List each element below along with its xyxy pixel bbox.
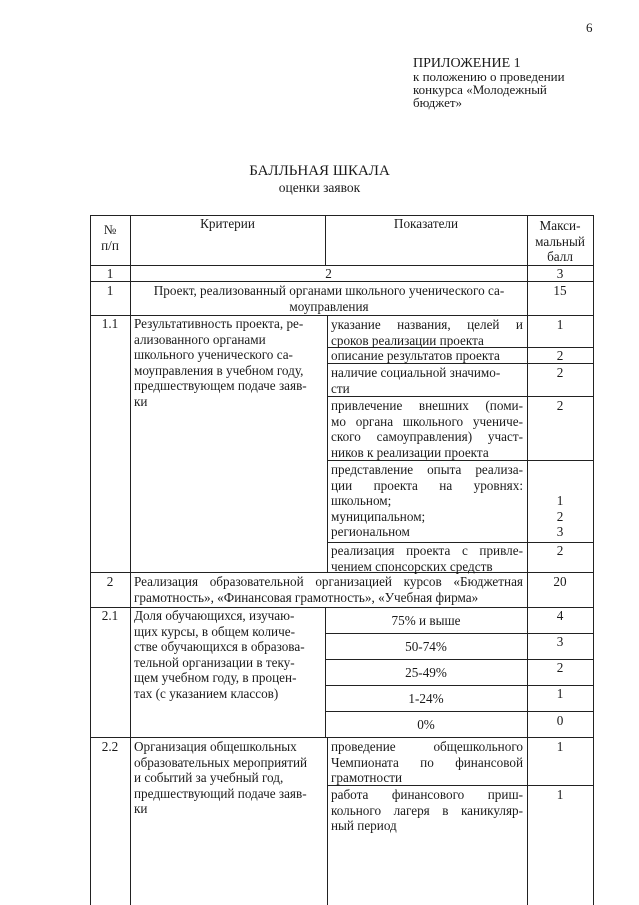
criteria-line: моуправления в учебном году,	[134, 362, 304, 378]
header-indicators: Показатели	[393, 216, 459, 231]
level-score: 1	[556, 686, 564, 701]
header-num-line: п/п	[101, 237, 119, 253]
header-max-line: мальный	[535, 233, 585, 249]
level-score: 3	[556, 634, 564, 649]
row-text-line: грамотность», «Финансовая грамотность», «Учебная фирма»	[134, 589, 479, 605]
level-label: 50-74%	[405, 639, 447, 654]
indicator-line: муниципальном;	[331, 508, 426, 524]
indicator-line: Чемпионата по финансовой	[331, 754, 523, 770]
indicator-text	[331, 462, 523, 540]
indicator-line: школьном;	[331, 493, 392, 508]
row-text	[134, 574, 523, 605]
level-score: 2	[556, 508, 564, 524]
level-score: 0	[556, 713, 564, 728]
criteria-line: щих курсы, в общем количе-	[134, 623, 295, 639]
indicator-score: 2	[556, 348, 564, 363]
row-num: 1	[106, 283, 114, 298]
criteria-line: Результативность проекта, ре-	[134, 316, 304, 331]
appendix-line: конкурса «Молодежный	[413, 82, 547, 97]
criteria-line: предшествующий подаче заяв-	[134, 785, 307, 801]
indicator-text	[331, 348, 523, 364]
indicator-line: наличие социальной значимо-	[331, 365, 501, 380]
indicator-line: ников к реализации проекта	[331, 444, 489, 460]
row-text-line: Проект, реализованный органами школьного ученического са-	[153, 283, 505, 298]
row-text-line: Реализация образовательной организацией курсов «Бюджетная	[134, 574, 523, 589]
header-criteria: Критерии	[200, 216, 255, 231]
indicator-line: сроков реализации проекта	[331, 332, 484, 348]
level-score: 1	[556, 493, 564, 508]
criteria-line: ки	[134, 393, 148, 409]
criteria-line: щем учебном году, в процен-	[134, 670, 297, 685]
level-score: 3	[556, 524, 564, 539]
criteria-line: предшествующем подаче заяв-	[134, 378, 307, 393]
level-label: 25-49%	[405, 665, 447, 680]
indicator-line: сти	[331, 380, 350, 396]
header-num	[90, 222, 130, 253]
indicator-line: проведение общешкольного	[331, 739, 523, 754]
row-num: 2.1	[101, 608, 119, 623]
appendix-line: к положению о проведении	[413, 69, 565, 84]
indicator-score: 2	[556, 543, 564, 558]
level-label: 75% и выше	[391, 613, 461, 628]
header-max-score	[527, 218, 593, 265]
indicator-line: ского самоуправления) участ-	[331, 429, 523, 444]
row-num: 2	[106, 574, 114, 589]
document-heading	[0, 163, 639, 196]
criteria-line: тах (с указанием классов)	[134, 685, 279, 701]
indicator-line: реализация проекта с привле-	[331, 543, 523, 558]
indicator-line: представление опыта реализа-	[331, 462, 523, 477]
indicator-score: 1	[556, 787, 564, 802]
indicator-line: привлечение внешних (поми-	[331, 398, 523, 413]
page-number: 6	[586, 20, 593, 35]
level-score: 4	[556, 608, 564, 623]
indicator-line: указание названия, целей и	[331, 317, 523, 332]
row-num: 2.2	[101, 739, 119, 754]
criteria-line: ки	[134, 801, 148, 816]
indicator-line: кольного лагеря в каникуляр-	[331, 802, 523, 818]
indicator-line: ции проекта на уровнях:	[331, 477, 523, 493]
criteria-line: и событий за учебный год,	[134, 770, 284, 785]
criteria-text	[134, 316, 324, 409]
heading-title: БАЛЛЬНАЯ ШКАЛА	[249, 163, 390, 179]
criteria-line: тельной организации в теку-	[134, 654, 295, 670]
indicator-text	[331, 543, 523, 574]
level-label: 1-24%	[408, 691, 444, 706]
appendix-block	[413, 57, 613, 109]
criteria-line: ализованного органами	[134, 331, 266, 347]
criteria-line: школьного ученического са-	[134, 347, 293, 362]
indicator-text	[331, 398, 523, 460]
indicator-text	[331, 317, 523, 348]
indicator-line: работа финансового приш-	[331, 787, 523, 802]
criteria-line: образовательных мероприятий	[134, 754, 308, 770]
criteria-text	[134, 739, 324, 817]
indicator-line: мо органа школьного учениче-	[331, 413, 523, 429]
row-text-line: моуправления	[289, 298, 369, 314]
indicator-line: описание результатов проекта	[331, 348, 500, 363]
header-max-line: балл	[547, 249, 573, 264]
appendix-line: бюджет»	[413, 95, 463, 110]
indicator-score	[527, 493, 593, 540]
criteria-line: стве обучающихся в образова-	[134, 639, 305, 654]
row-text	[135, 283, 523, 314]
indicator-line: ный период	[331, 818, 397, 833]
row-score: 15	[553, 283, 567, 298]
header-max-line: Макси-	[539, 218, 581, 233]
criteria-text	[134, 608, 324, 701]
heading-subtitle: оценки заявок	[278, 180, 361, 195]
level-score: 2	[556, 660, 564, 675]
row-num: 1.1	[101, 316, 119, 331]
indicator-text	[331, 365, 523, 396]
indicator-line: региональном	[331, 524, 410, 539]
indicator-score: 2	[556, 398, 564, 413]
header-num-line: №	[103, 222, 117, 237]
column-number: 2	[325, 266, 332, 281]
appendix-title: ПРИЛОЖЕНИЕ 1	[413, 56, 521, 71]
indicator-score: 1	[556, 317, 564, 332]
column-number: 3	[556, 266, 564, 281]
row-score: 20	[553, 574, 567, 589]
indicator-score: 1	[556, 739, 564, 754]
column-number: 1	[106, 266, 114, 281]
indicator-text	[331, 739, 523, 786]
indicator-line: грамотности	[331, 770, 403, 785]
indicator-text	[331, 787, 523, 834]
criteria-line: Доля обучающихся, изучаю-	[134, 608, 295, 623]
indicator-score: 2	[556, 365, 564, 380]
criteria-line: Организация общешкольных	[134, 739, 297, 754]
level-label: 0%	[417, 717, 435, 732]
indicator-line: чением спонсорских средств	[331, 558, 493, 574]
